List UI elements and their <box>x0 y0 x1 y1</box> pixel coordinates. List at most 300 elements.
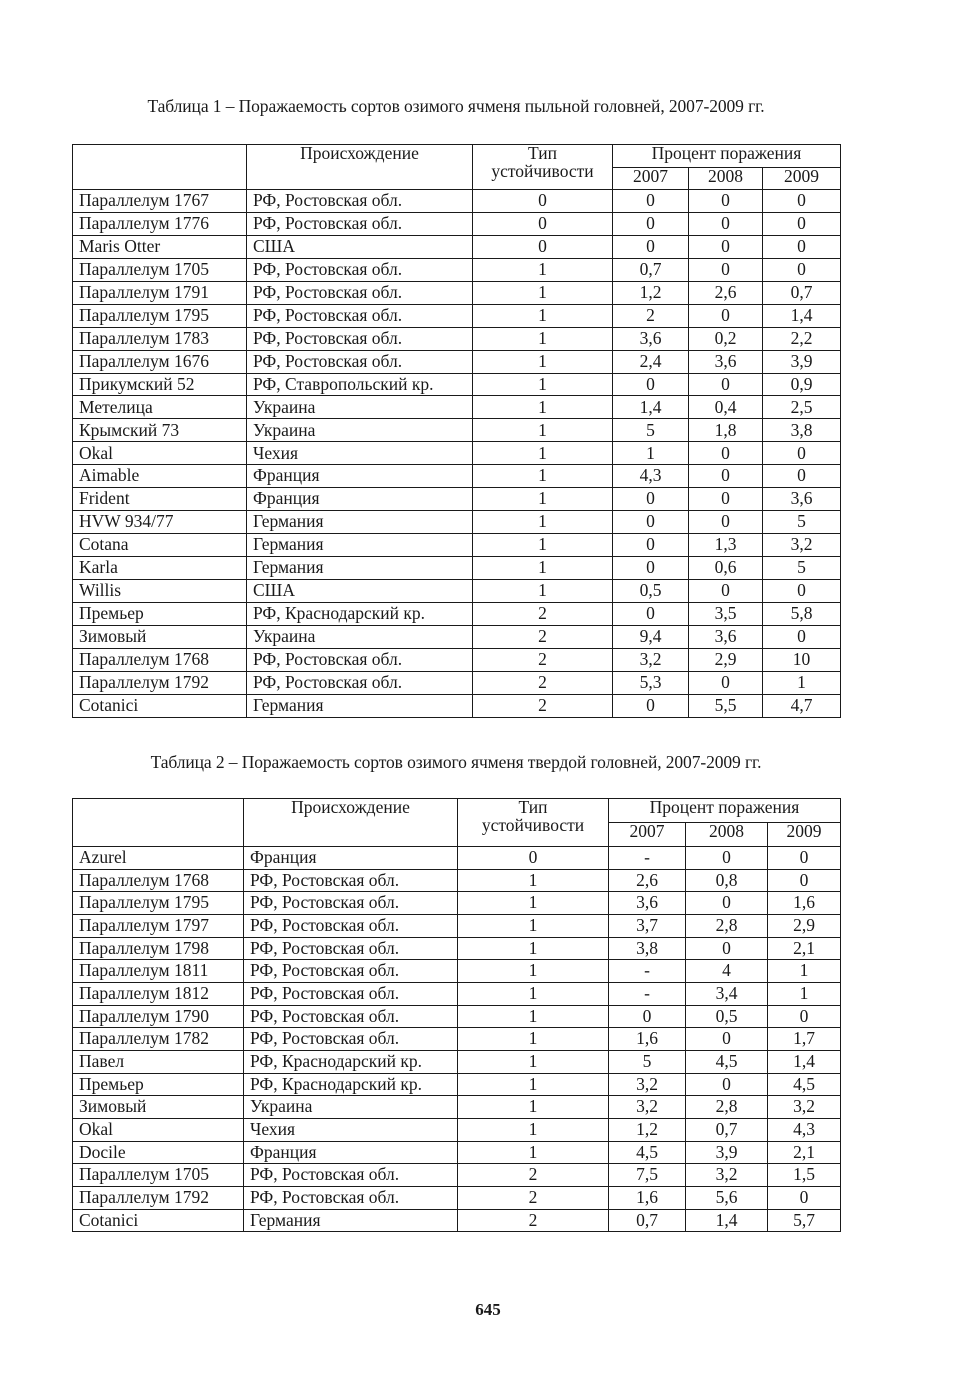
infection-2009-cell: 3,2 <box>763 534 841 557</box>
origin-cell: РФ, Ростовская обл. <box>244 915 458 938</box>
infection-2008-cell: 0,7 <box>686 1119 768 1142</box>
variety-name-cell: Frident <box>73 488 247 511</box>
resistance-type-cell: 0 <box>473 212 613 235</box>
variety-name-cell: Параллелум 1797 <box>73 915 244 938</box>
infection-2009-cell: 10 <box>763 648 841 671</box>
table-row <box>73 442 841 465</box>
infection-2009-cell: 4,7 <box>763 694 841 717</box>
infection-2007-cell: 0,5 <box>613 579 689 602</box>
origin-cell: Франция <box>244 847 458 870</box>
resistance-type-cell: 1 <box>458 1028 609 1051</box>
table-row <box>73 396 841 419</box>
infection-2009-cell: 1,6 <box>768 892 841 915</box>
header-variety <box>73 799 244 847</box>
table2-body <box>73 847 841 1232</box>
table-row <box>73 190 841 213</box>
infection-2009-cell: 0 <box>763 442 841 465</box>
infection-2007-cell: 5 <box>613 419 689 442</box>
infection-2007-cell: 1,6 <box>609 1028 686 1051</box>
table-row <box>73 869 841 892</box>
resistance-type-cell: 0 <box>473 235 613 258</box>
resistance-type-cell: 1 <box>458 1005 609 1028</box>
table-row <box>73 212 841 235</box>
table-row <box>73 671 841 694</box>
resistance-type-cell: 1 <box>473 396 613 419</box>
origin-cell: РФ, Ростовская обл. <box>244 1164 458 1187</box>
infection-2007-cell: 3,8 <box>609 937 686 960</box>
header-year-2009: 2009 <box>768 823 841 847</box>
infection-2007-cell: 1,4 <box>613 396 689 419</box>
resistance-type-cell: 2 <box>458 1187 609 1210</box>
infection-2007-cell: 3,2 <box>609 1073 686 1096</box>
origin-cell: США <box>247 579 473 602</box>
header-year-2007: 2007 <box>613 167 689 190</box>
infection-2009-cell: 2,9 <box>768 915 841 938</box>
origin-cell: РФ, Ростовская обл. <box>244 1028 458 1051</box>
header-year-2007: 2007 <box>609 823 686 847</box>
infection-2007-cell: 2,6 <box>609 869 686 892</box>
origin-cell: РФ, Ставропольский кр. <box>247 373 473 396</box>
table1-body <box>73 190 841 718</box>
resistance-type-cell: 1 <box>473 350 613 373</box>
infection-2007-cell: 1,6 <box>609 1187 686 1210</box>
table-row <box>73 235 841 258</box>
table2-covered-smut <box>72 798 841 1232</box>
origin-cell: РФ, Ростовская обл. <box>247 327 473 350</box>
table-row <box>73 625 841 648</box>
infection-2008-cell: 0 <box>686 847 768 870</box>
infection-2008-cell: 0 <box>689 465 763 488</box>
infection-2008-cell: 0 <box>689 488 763 511</box>
origin-cell: РФ, Ростовская обл. <box>244 983 458 1006</box>
infection-2009-cell: 3,6 <box>763 488 841 511</box>
variety-name-cell: Павел <box>73 1051 244 1074</box>
table-row <box>73 419 841 442</box>
infection-2009-cell: 2,1 <box>768 937 841 960</box>
table-row <box>73 602 841 625</box>
origin-cell: Франция <box>244 1141 458 1164</box>
infection-2009-cell: 0,9 <box>763 373 841 396</box>
variety-name-cell: Параллелум 1798 <box>73 937 244 960</box>
infection-2008-cell: 0 <box>689 579 763 602</box>
page-number: 645 <box>475 1300 501 1319</box>
header-year-2008: 2008 <box>686 823 768 847</box>
header-year-2009: 2009 <box>763 167 841 190</box>
variety-name-cell: Премьер <box>73 602 247 625</box>
header-variety <box>73 145 247 190</box>
resistance-type-cell: 1 <box>473 534 613 557</box>
infection-2008-cell: 0 <box>686 892 768 915</box>
infection-2007-cell: 2 <box>613 304 689 327</box>
infection-2007-cell: - <box>609 960 686 983</box>
infection-2008-cell: 3,6 <box>689 350 763 373</box>
table-row <box>73 488 841 511</box>
infection-2009-cell: 0 <box>763 235 841 258</box>
resistance-type-cell: 1 <box>458 983 609 1006</box>
resistance-type-cell: 2 <box>473 648 613 671</box>
infection-2007-cell: 3,6 <box>609 892 686 915</box>
infection-2008-cell: 5,6 <box>686 1187 768 1210</box>
resistance-type-cell: 1 <box>458 937 609 960</box>
variety-name-cell: Cotanici <box>73 694 247 717</box>
origin-cell: РФ, Ростовская обл. <box>244 937 458 960</box>
infection-2008-cell: 0,6 <box>689 557 763 580</box>
infection-2007-cell: 2,4 <box>613 350 689 373</box>
origin-cell: РФ, Ростовская обл. <box>244 960 458 983</box>
infection-2007-cell: 4,3 <box>613 465 689 488</box>
infection-2008-cell: 0 <box>686 937 768 960</box>
infection-2008-cell: 2,8 <box>686 915 768 938</box>
resistance-type-cell: 2 <box>473 625 613 648</box>
table-row <box>73 1073 841 1096</box>
infection-2008-cell: 3,6 <box>689 625 763 648</box>
infection-2007-cell: - <box>609 983 686 1006</box>
infection-2009-cell: 0,7 <box>763 281 841 304</box>
origin-cell: РФ, Краснодарский кр. <box>244 1073 458 1096</box>
infection-2008-cell: 0 <box>689 304 763 327</box>
infection-2008-cell: 3,4 <box>686 983 768 1006</box>
infection-2007-cell: 0 <box>613 557 689 580</box>
variety-name-cell: Параллелум 1776 <box>73 212 247 235</box>
table-row <box>73 304 841 327</box>
infection-2007-cell: 0,7 <box>613 258 689 281</box>
resistance-type-cell: 1 <box>473 488 613 511</box>
resistance-type-cell: 2 <box>473 602 613 625</box>
variety-name-cell: Cotana <box>73 534 247 557</box>
variety-name-cell: Okal <box>73 1119 244 1142</box>
variety-name-cell: Параллелум 1705 <box>73 258 247 281</box>
resistance-type-cell: 1 <box>473 511 613 534</box>
infection-2007-cell: 1,2 <box>613 281 689 304</box>
infection-2008-cell: 0 <box>686 1028 768 1051</box>
table1-powdery-smut <box>72 144 841 718</box>
header-infection-percent: Процент поражения <box>613 145 841 168</box>
infection-2008-cell: 4 <box>686 960 768 983</box>
infection-2007-cell: 5,3 <box>613 671 689 694</box>
infection-2007-cell: 7,5 <box>609 1164 686 1187</box>
origin-cell: Украина <box>244 1096 458 1119</box>
origin-cell: Чехия <box>247 442 473 465</box>
table-row <box>73 350 841 373</box>
infection-2007-cell: 3,7 <box>609 915 686 938</box>
resistance-type-cell: 1 <box>473 419 613 442</box>
infection-2008-cell: 3,5 <box>689 602 763 625</box>
table1-caption: Таблица 1 – Поражаемость сортов озимого ячменя пыльной головней, 2007-2009 гг. <box>147 96 765 116</box>
infection-2009-cell: 1 <box>768 983 841 1006</box>
infection-2007-cell: 0 <box>613 511 689 534</box>
infection-2007-cell: 0 <box>609 1005 686 1028</box>
resistance-type-cell: 1 <box>473 373 613 396</box>
origin-cell: РФ, Ростовская обл. <box>247 212 473 235</box>
resistance-type-cell: 0 <box>473 190 613 213</box>
table-row <box>73 983 841 1006</box>
resistance-type-cell: 1 <box>458 1119 609 1142</box>
origin-cell: РФ, Ростовская обл. <box>244 1187 458 1210</box>
header-resistance-type <box>458 799 609 847</box>
origin-cell: РФ, Ростовская обл. <box>247 350 473 373</box>
variety-name-cell: Зимовый <box>73 625 247 648</box>
table-row <box>73 1028 841 1051</box>
resistance-type-cell: 2 <box>458 1209 609 1232</box>
infection-2007-cell: 0,7 <box>609 1209 686 1232</box>
variety-name-cell: Azurel <box>73 847 244 870</box>
header-resistance-type <box>473 145 613 190</box>
resistance-type-cell: 1 <box>473 557 613 580</box>
infection-2008-cell: 3,9 <box>686 1141 768 1164</box>
table-row <box>73 579 841 602</box>
table-row <box>73 960 841 983</box>
infection-2007-cell: 0 <box>613 488 689 511</box>
variety-name-cell: HVW 934/77 <box>73 511 247 534</box>
table-row <box>73 1119 841 1142</box>
table-row <box>73 1096 841 1119</box>
origin-cell: Германия <box>247 511 473 534</box>
infection-2007-cell: 9,4 <box>613 625 689 648</box>
infection-2009-cell: 3,8 <box>763 419 841 442</box>
variety-name-cell: Maris Otter <box>73 235 247 258</box>
infection-2007-cell: 3,2 <box>613 648 689 671</box>
infection-2009-cell: 0 <box>763 625 841 648</box>
infection-2009-cell: 0 <box>763 190 841 213</box>
infection-2009-cell: 0 <box>768 1187 841 1210</box>
origin-cell: РФ, Краснодарский кр. <box>247 602 473 625</box>
origin-cell: Франция <box>247 488 473 511</box>
infection-2009-cell: 5,8 <box>763 602 841 625</box>
infection-2009-cell: 0 <box>768 847 841 870</box>
infection-2009-cell: 4,5 <box>768 1073 841 1096</box>
infection-2008-cell: 1,3 <box>689 534 763 557</box>
origin-cell: Украина <box>247 396 473 419</box>
origin-cell: РФ, Ростовская обл. <box>244 892 458 915</box>
table-row <box>73 1187 841 1210</box>
infection-2007-cell: 0 <box>613 190 689 213</box>
infection-2009-cell: 1,7 <box>768 1028 841 1051</box>
variety-name-cell: Параллелум 1795 <box>73 304 247 327</box>
origin-cell: Германия <box>247 557 473 580</box>
infection-2008-cell: 2,6 <box>689 281 763 304</box>
infection-2008-cell: 0 <box>689 442 763 465</box>
table-row <box>73 915 841 938</box>
infection-2009-cell: 0 <box>768 1005 841 1028</box>
table-row <box>73 1051 841 1074</box>
resistance-type-cell: 1 <box>473 281 613 304</box>
variety-name-cell: Cotanici <box>73 1209 244 1232</box>
table-row <box>73 1164 841 1187</box>
infection-2007-cell: 0 <box>613 694 689 717</box>
resistance-type-cell: 1 <box>458 1051 609 1074</box>
variety-name-cell: Karla <box>73 557 247 580</box>
origin-cell: Украина <box>247 419 473 442</box>
table-row <box>73 694 841 717</box>
header-origin: Происхождение <box>247 145 473 190</box>
resistance-type-cell: 0 <box>458 847 609 870</box>
infection-2008-cell: 2,9 <box>689 648 763 671</box>
resistance-type-cell: 2 <box>473 694 613 717</box>
infection-2009-cell: 5 <box>763 557 841 580</box>
infection-2008-cell: 0 <box>689 511 763 534</box>
infection-2009-cell: 1,4 <box>763 304 841 327</box>
table-row <box>73 511 841 534</box>
variety-name-cell: Параллелум 1790 <box>73 1005 244 1028</box>
table-row <box>73 847 841 870</box>
variety-name-cell: Параллелум 1782 <box>73 1028 244 1051</box>
resistance-type-cell: 1 <box>458 1073 609 1096</box>
resistance-type-cell: 1 <box>473 465 613 488</box>
origin-cell: РФ, Ростовская обл. <box>247 190 473 213</box>
header-origin: Происхождение <box>244 799 458 847</box>
origin-cell: Франция <box>247 465 473 488</box>
variety-name-cell: Параллелум 1812 <box>73 983 244 1006</box>
table-row <box>73 327 841 350</box>
variety-name-cell: Параллелум 1811 <box>73 960 244 983</box>
variety-name-cell: Параллелум 1783 <box>73 327 247 350</box>
infection-2009-cell: 0 <box>763 212 841 235</box>
infection-2008-cell: 1,4 <box>686 1209 768 1232</box>
resistance-type-cell: 1 <box>473 442 613 465</box>
infection-2009-cell: 3,2 <box>768 1096 841 1119</box>
table-row <box>73 281 841 304</box>
infection-2008-cell: 4,5 <box>686 1051 768 1074</box>
infection-2009-cell: 0 <box>768 869 841 892</box>
table-row <box>73 557 841 580</box>
header-infection-percent: Процент поражения <box>609 799 841 823</box>
resistance-type-cell: 1 <box>473 579 613 602</box>
infection-2008-cell: 0 <box>689 671 763 694</box>
resistance-type-cell: 1 <box>473 327 613 350</box>
variety-name-cell: Метелица <box>73 396 247 419</box>
infection-2007-cell: 0 <box>613 235 689 258</box>
origin-cell: Германия <box>247 694 473 717</box>
variety-name-cell: Параллелум 1676 <box>73 350 247 373</box>
variety-name-cell: Параллелум 1767 <box>73 190 247 213</box>
infection-2007-cell: 0 <box>613 602 689 625</box>
infection-2009-cell: 1,5 <box>768 1164 841 1187</box>
infection-2008-cell: 0,2 <box>689 327 763 350</box>
origin-cell: РФ, Ростовская обл. <box>247 304 473 327</box>
variety-name-cell: Параллелум 1792 <box>73 1187 244 1210</box>
origin-cell: РФ, Ростовская обл. <box>244 869 458 892</box>
variety-name-cell: Willis <box>73 579 247 602</box>
origin-cell: РФ, Ростовская обл. <box>247 258 473 281</box>
infection-2008-cell: 0 <box>689 373 763 396</box>
resistance-type-cell: 1 <box>458 1096 609 1119</box>
table-row <box>73 1005 841 1028</box>
infection-2007-cell: 4,5 <box>609 1141 686 1164</box>
header-type-line1: Тип <box>528 144 557 163</box>
variety-name-cell: Премьер <box>73 1073 244 1096</box>
variety-name-cell: Крымский 73 <box>73 419 247 442</box>
header-type-line2: устойчивости <box>481 814 585 835</box>
infection-2007-cell: 0 <box>613 212 689 235</box>
variety-name-cell: Параллелум 1792 <box>73 671 247 694</box>
resistance-type-cell: 2 <box>458 1164 609 1187</box>
infection-2009-cell: 1,4 <box>768 1051 841 1074</box>
origin-cell: РФ, Ростовская обл. <box>247 648 473 671</box>
infection-2008-cell: 0,8 <box>686 869 768 892</box>
infection-2008-cell: 0,5 <box>686 1005 768 1028</box>
infection-2007-cell: 1,2 <box>609 1119 686 1142</box>
resistance-type-cell: 2 <box>473 671 613 694</box>
infection-2008-cell: 0,4 <box>689 396 763 419</box>
infection-2009-cell: 5,7 <box>768 1209 841 1232</box>
resistance-type-cell: 1 <box>473 258 613 281</box>
variety-name-cell: Параллелум 1768 <box>73 648 247 671</box>
infection-2007-cell: 3,6 <box>613 327 689 350</box>
origin-cell: РФ, Краснодарский кр. <box>244 1051 458 1074</box>
origin-cell: США <box>247 235 473 258</box>
infection-2009-cell: 4,3 <box>768 1119 841 1142</box>
table-row <box>73 892 841 915</box>
infection-2009-cell: 1 <box>768 960 841 983</box>
infection-2008-cell: 0 <box>689 190 763 213</box>
variety-name-cell: Параллелум 1705 <box>73 1164 244 1187</box>
resistance-type-cell: 1 <box>458 1141 609 1164</box>
origin-cell: Чехия <box>244 1119 458 1142</box>
infection-2009-cell: 2,2 <box>763 327 841 350</box>
table-row <box>73 373 841 396</box>
header-type-line2: устойчивости <box>491 160 594 181</box>
infection-2007-cell: 1 <box>613 442 689 465</box>
infection-2009-cell: 0 <box>763 465 841 488</box>
resistance-type-cell: 1 <box>458 892 609 915</box>
resistance-type-cell: 1 <box>458 960 609 983</box>
infection-2008-cell: 0 <box>689 258 763 281</box>
variety-name-cell: Параллелум 1768 <box>73 869 244 892</box>
infection-2009-cell: 2,1 <box>768 1141 841 1164</box>
infection-2007-cell: 0 <box>613 534 689 557</box>
header-type-line1: Тип <box>518 798 548 817</box>
variety-name-cell: Прикумский 52 <box>73 373 247 396</box>
infection-2007-cell: 0 <box>613 373 689 396</box>
variety-name-cell: Aimable <box>73 465 247 488</box>
infection-2007-cell: 3,2 <box>609 1096 686 1119</box>
infection-2007-cell: - <box>609 847 686 870</box>
resistance-type-cell: 1 <box>458 915 609 938</box>
infection-2007-cell: 5 <box>609 1051 686 1074</box>
infection-2008-cell: 1,8 <box>689 419 763 442</box>
header-year-2008: 2008 <box>689 167 763 190</box>
variety-name-cell: Зимовый <box>73 1096 244 1119</box>
variety-name-cell: Okal <box>73 442 247 465</box>
infection-2009-cell: 3,9 <box>763 350 841 373</box>
table-row <box>73 937 841 960</box>
table-row <box>73 534 841 557</box>
infection-2009-cell: 2,5 <box>763 396 841 419</box>
origin-cell: Украина <box>247 625 473 648</box>
infection-2009-cell: 0 <box>763 579 841 602</box>
origin-cell: Германия <box>247 534 473 557</box>
infection-2008-cell: 0 <box>689 212 763 235</box>
table-row <box>73 1141 841 1164</box>
table-row <box>73 648 841 671</box>
infection-2009-cell: 1 <box>763 671 841 694</box>
table2-caption: Таблица 2 – Поражаемость сортов озимого ячменя твердой головней, 2007-2009 гг. <box>150 752 762 772</box>
infection-2008-cell: 0 <box>689 235 763 258</box>
table-row <box>73 1209 841 1232</box>
infection-2008-cell: 5,5 <box>689 694 763 717</box>
origin-cell: РФ, Ростовская обл. <box>247 671 473 694</box>
origin-cell: РФ, Ростовская обл. <box>244 1005 458 1028</box>
origin-cell: РФ, Ростовская обл. <box>247 281 473 304</box>
infection-2008-cell: 0 <box>686 1073 768 1096</box>
origin-cell: Германия <box>244 1209 458 1232</box>
infection-2009-cell: 5 <box>763 511 841 534</box>
variety-name-cell: Параллелум 1791 <box>73 281 247 304</box>
resistance-type-cell: 1 <box>473 304 613 327</box>
table-row <box>73 465 841 488</box>
infection-2009-cell: 0 <box>763 258 841 281</box>
infection-2008-cell: 3,2 <box>686 1164 768 1187</box>
